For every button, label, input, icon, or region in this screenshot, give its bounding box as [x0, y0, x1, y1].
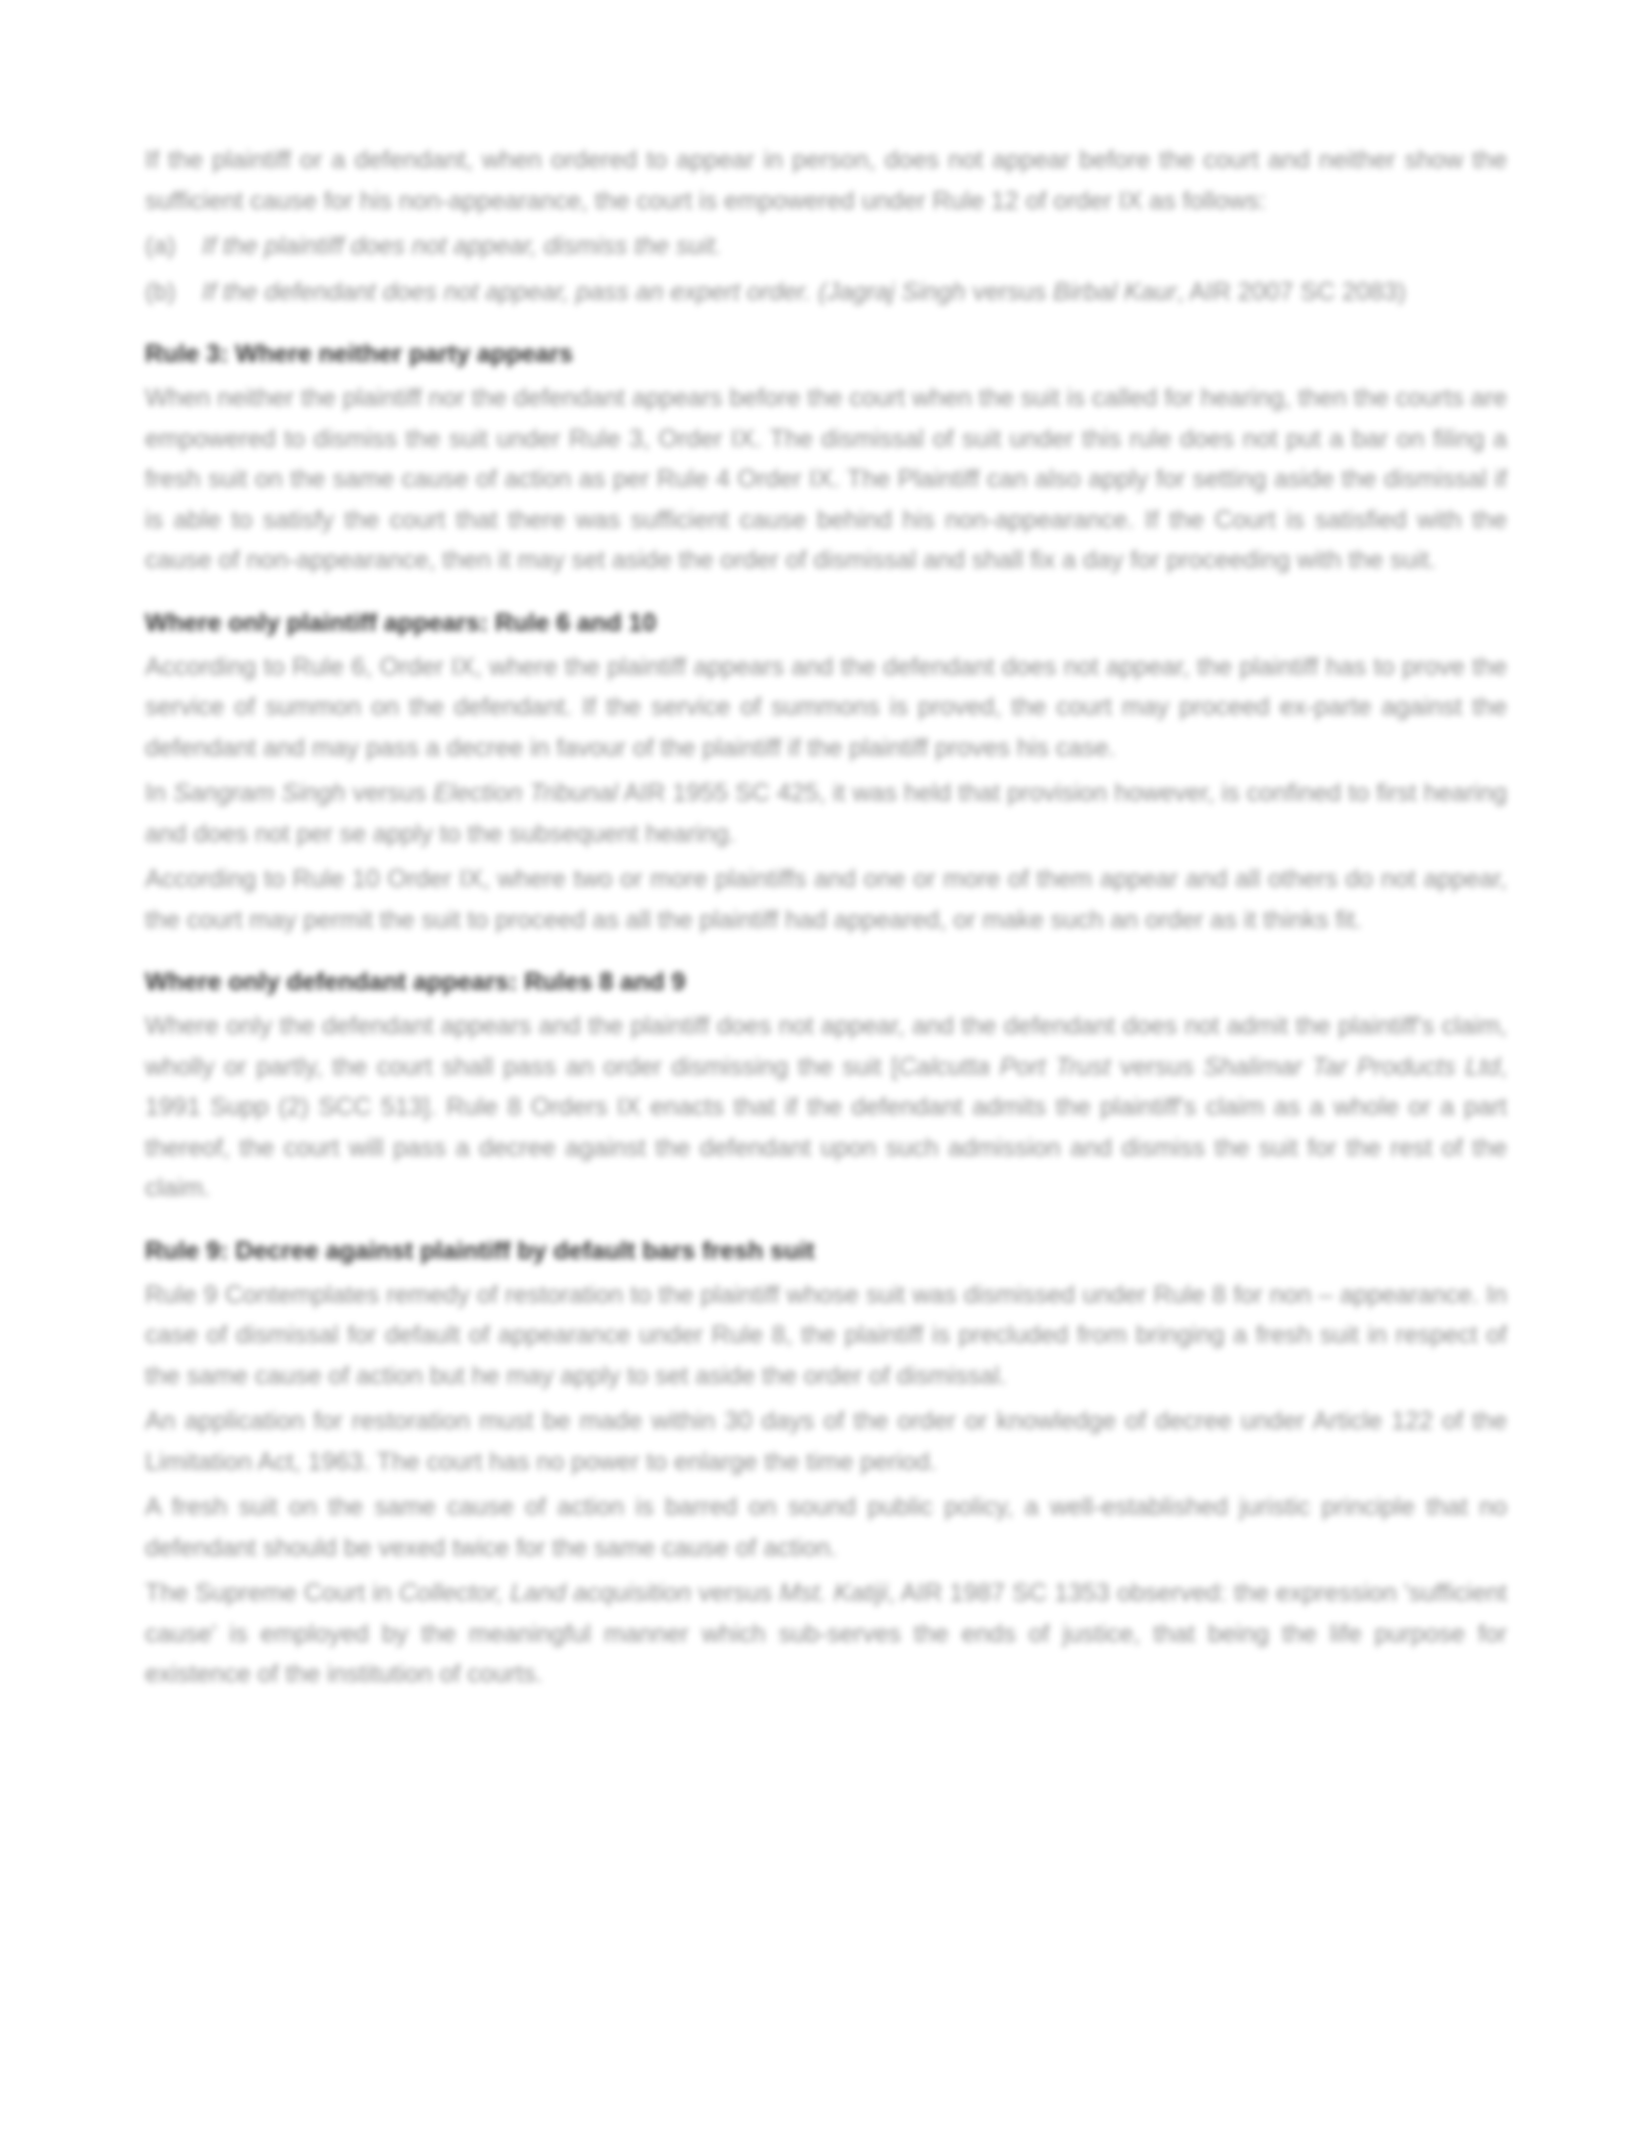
case-connector: versus	[345, 779, 434, 807]
case-name: Collector, Land acquisition	[398, 1579, 692, 1607]
plaintiff-only-paragraph-1: According to Rule 6, Order IX, where the plaintiff appears and the defendant does not appear, the plaintiff has to prove the service of summon on the defendant. If the service of summons is proved, the court may proceed ex-parte against the defendant and may pass a decree in favour of the plaintiff if the plaintiff proves his case.	[145, 652, 1507, 762]
case-name: Shalimar Tar Products Ltd	[1203, 1052, 1501, 1081]
list-item	[145, 226, 1507, 267]
intro-paragraph: If the plaintiff or a defendant, when ordered to appear in person, does not appear before the court and neither show the sufficient cause for his non-appearance, the court is empowered under Rule 12 of order IX as follows:	[145, 146, 1507, 215]
section-heading-defendant-only: Where only defendant appears: Rules 8 and 9	[145, 968, 686, 996]
case-name: Sangram Singh	[172, 779, 346, 807]
list-item-text	[202, 272, 1507, 313]
rule-9-paragraph-3: A fresh suit on the same cause of action is barred on sound public policy, a well-established juristic principle that no defendant should be vexed twice for the same cause of action.	[145, 1493, 1507, 1562]
text-fragment: , AIR 1987 SC 1353 observed: the expression 'sufficient cause' is employed by the meaningful manner which sub-serves the ends of justice, that being the life purpose for existence of the institution of courts.	[145, 1579, 1507, 1688]
plaintiff-only-paragraph-3: According to Rule 10 Order IX, where two or more plaintiffs and one or more of them appear and all others do not appear, the court may permit the suit to proceed as all the plaintiff had appeared, or make such an order as it thinks fit.	[145, 865, 1507, 934]
case-connector: versus	[691, 1579, 780, 1607]
case-connector: versus	[965, 277, 1054, 306]
list-item-label: (b)	[145, 277, 176, 306]
section-heading-plaintiff-only: Where only plaintiff appears: Rule 6 and 10	[145, 608, 657, 637]
case-name: Mst. Katiji	[779, 1579, 888, 1607]
case-citation: , AIR 2007 SC 2083)	[1176, 277, 1407, 306]
list-item-label: (a)	[145, 232, 176, 260]
section-heading-rule-9: Rule 9: Decree against plaintiff by default bars fresh suit	[145, 1236, 815, 1265]
defendant-only-paragraph	[145, 1006, 1507, 1209]
case-name: Birbal Kaur	[1053, 277, 1177, 306]
text-fragment: AIR 1955 SC 425, it was held that provision however, is confined to first hearing and does not per se apply to the subsequent hearing.	[145, 779, 1508, 848]
case-name: (Jagraj Singh	[818, 277, 966, 306]
section-heading-rule-3: Rule 3: Where neither party appears	[145, 340, 573, 368]
text-fragment: In	[145, 779, 173, 807]
case-connector: versus	[1110, 1052, 1204, 1081]
document-body	[145, 140, 1507, 1700]
list-item-text	[202, 226, 1507, 267]
text-fragment: The Supreme Court in	[145, 1579, 399, 1607]
rule-3-paragraph: When neither the plaintiff nor the defendant appears before the court when the suit is called for hearing, then the courts are empowered to dismiss the suit under Rule 3, Order IX. The dismissal of suit under this rule does not put a bar on filing a fresh suit on the same cause of action as per Rule 4 Order IX. The Plaintiff can also apply for setting aside the dismissal if is able to satisfy the court that there was sufficient cause behind his non-appearance. If the Court is satisfied with the cause of non-appearance, then it may set aside the order of dismissal and shall fix a day for proceeding with the suit.	[145, 384, 1507, 574]
plaintiff-only-paragraph-2	[145, 773, 1507, 854]
list-item	[145, 272, 1507, 313]
text-fragment: , 1991 Supp (2) SCC 513]. Rule 8 Orders IX enacts that if the defendant admits the plaintiff's claim as a whole or a part thereof, the court will pass a decree against the defendant upon such admission and dismiss the suit for the rest of the claim.	[145, 1052, 1507, 1202]
list-item-text-italic: If the defendant does not appear, pass an expert order.	[202, 277, 819, 306]
text-fragment: Where only the defendant appears and the plaintiff does not appear, and the defendant does not admit the plaintiff's claim, wholly or partly, the court shall pass an order dismissing the suit [	[145, 1012, 1507, 1081]
list-item-text-italic: If the plaintiff does not appear, dismiss the suit.	[202, 232, 722, 260]
rule-9-paragraph-1: Rule 9 Contemplates remedy of restoration to the plaintiff whose suit was dismissed under Rule 8 for non – appearance. In case of dismissal for default of appearance under Rule 8, the plaintiff is precluded from bringing a fresh suit in respect of the same cause of action but he may apply to set aside the order of dismissal.	[145, 1280, 1507, 1390]
rule-9-paragraph-4	[145, 1573, 1507, 1695]
rule-9-paragraph-2: An application for restoration must be made within 30 days of the order or knowledge of decree under Article 122 of the Limitation Act, 1963. The court has no power to enlarge the time period.	[145, 1407, 1507, 1476]
case-name: Election Tribunal	[433, 779, 618, 807]
case-name: Calcutta Port Trust	[898, 1052, 1111, 1081]
